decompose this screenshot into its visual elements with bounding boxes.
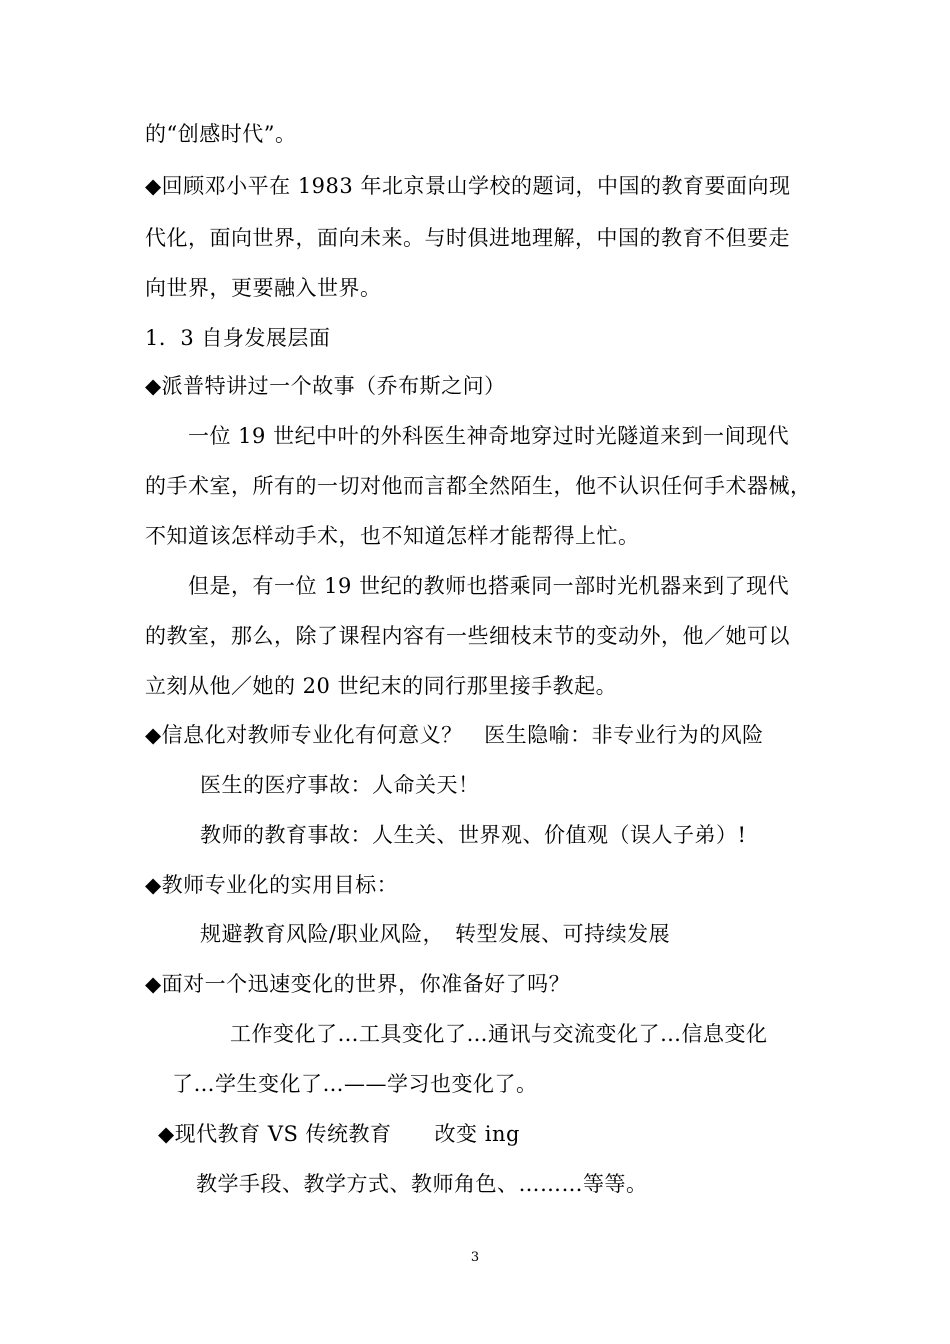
text-line: 但是，有一位 19 世纪的教师也搭乘同一部时光机器来到了现代	[188, 574, 790, 598]
bullet-paragraph: ◆面对一个迅速变化的世界，你准备好了吗？	[145, 972, 571, 996]
bullet-paragraph: ◆信息化对教师专业化有何意义？ 医生隐喻：非专业行为的风险	[145, 723, 764, 747]
text-line: 的手术室，所有的一切对他而言都全然陌生，他不认识任何手术器械，	[145, 474, 812, 498]
text-line: 立刻从他／她的 20 世纪末的同行那里接手教起。	[145, 674, 618, 698]
section-heading: 1．3 自身发展层面	[145, 326, 331, 350]
text-line: 的“创感时代”。	[145, 122, 297, 146]
text-line: 一位 19 世纪中叶的外科医生神奇地穿过时光隧道来到一间现代	[188, 424, 790, 448]
text-line: 了…学生变化了…——学习也变化了。	[172, 1072, 538, 1096]
bullet-paragraph: ◆回顾邓小平在 1983 年北京景山学校的题词，中国的教育要面向现	[145, 174, 791, 198]
bullet-paragraph: ◆教师专业化的实用目标：	[145, 873, 399, 897]
text-line: 教师的教育事故：人生关、世界观、价值观（误人子弟）!	[200, 823, 747, 847]
text-line: 的教室，那么，除了课程内容有一些细枝末节的变动外，他／她可以	[145, 624, 790, 648]
text-line: 规避教育风险/职业风险， 转型发展、可持续发展	[200, 922, 671, 946]
text-line: 代化，面向世界，面向未来。与时俱进地理解，中国的教育不但要走	[145, 226, 790, 250]
text-line: 不知道该怎样动手术，也不知道怎样才能帮得上忙。	[145, 524, 640, 548]
text-line: 教学手段、教学方式、教师角色、………等等。	[196, 1172, 648, 1196]
page-number: 3	[470, 1250, 480, 1265]
text-line: 工作变化了…工具变化了…通讯与交流变化了…信息变化	[230, 1022, 768, 1046]
text-line: 医生的医疗事故：人命关天！	[200, 773, 480, 797]
text-line: 向世界，更要融入世界。	[145, 276, 382, 300]
bullet-paragraph: ◆现代教育 VS 传统教育 改变 ing	[158, 1122, 520, 1146]
bullet-paragraph: ◆派普特讲过一个故事（乔布斯之问）	[145, 374, 506, 398]
